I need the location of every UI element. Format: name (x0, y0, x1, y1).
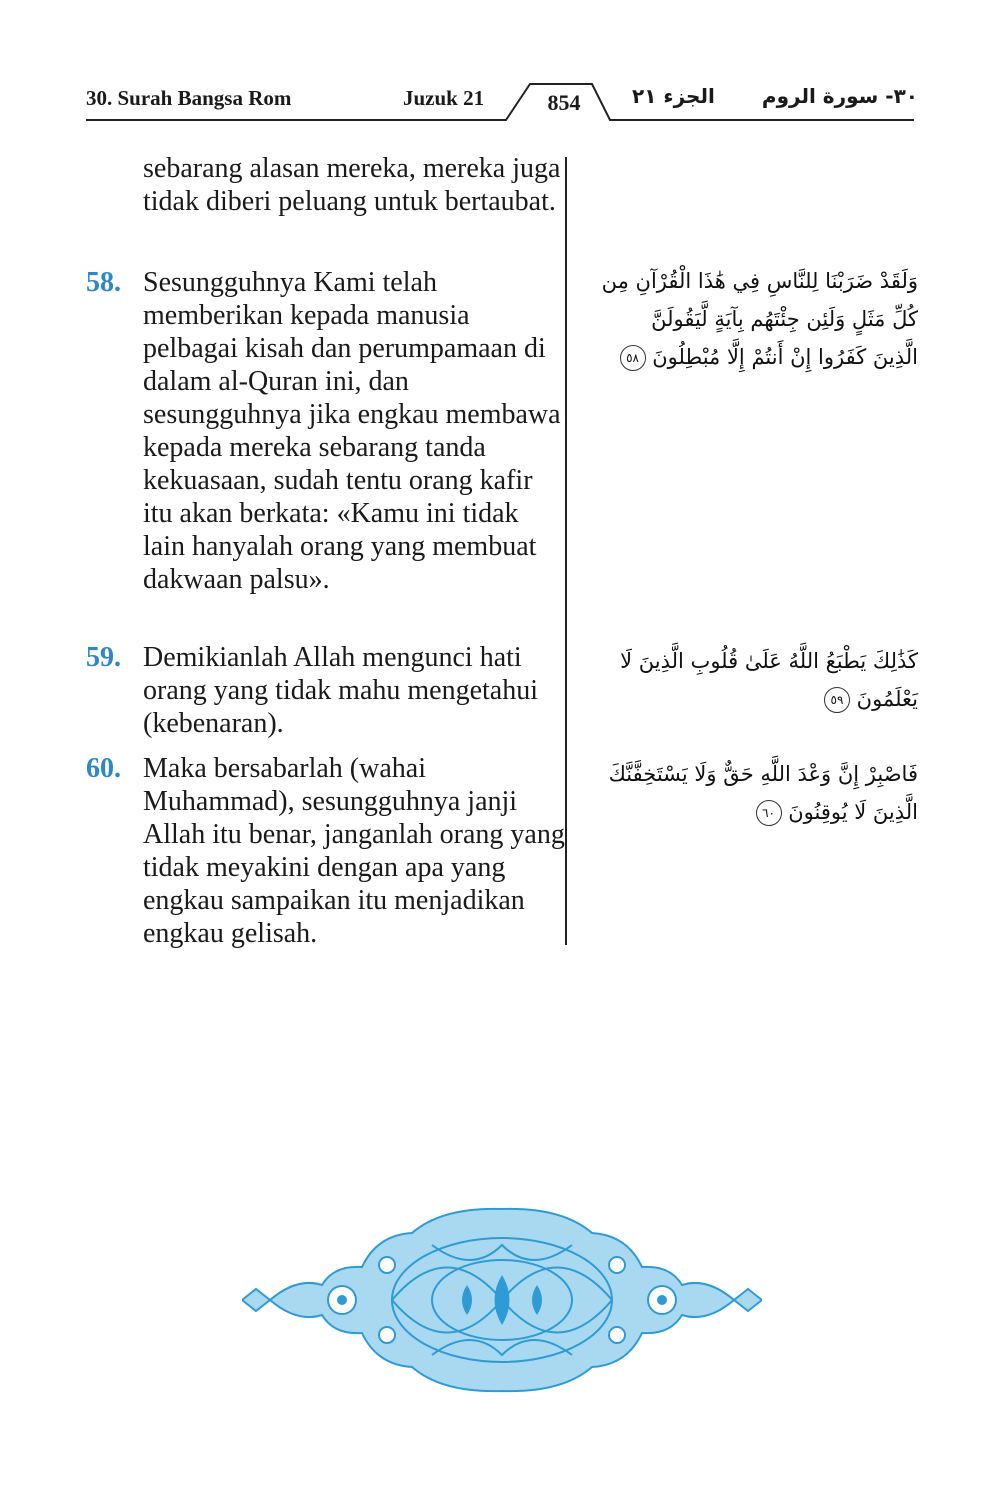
translation-text: Sesungguhnya Kami telah memberikan kepada manusia pelbagai kisah dan perumpamaan di dalam al-Quran ini, dan sesungguhnya jika engkau membawa kepada mereka sebarang tanda kekuasaan, sudah tentu orang kafir itu akan berkata: «Kamu ini tidak lain hanyalah orang yang membuat dakwaan palsu». (143, 267, 561, 595)
juz-label-arabic: الجزء ٢١ (632, 84, 715, 108)
arabic-verse-59 (580, 642, 918, 718)
arabic-verse-60 (580, 755, 918, 831)
verse-number: 60. (86, 753, 121, 784)
translation-text: sebarang alasan mereka, mereka juga tidak diberi peluang untuk bertaubat. (143, 153, 561, 217)
ayah-end-marker: ٥٩ (824, 687, 850, 713)
arabic-line: وَلَقَدْ ضَرَبْنَا لِلنَّاسِ فِي هَٰذَا الْقُرْآنِ مِن (601, 269, 918, 293)
page-number: 854 (547, 90, 581, 115)
translation-verse-59 (86, 641, 566, 740)
arabic-line (580, 642, 918, 718)
arabic-line (580, 338, 918, 376)
decorative-ornament (242, 1205, 762, 1395)
translation-continuation (86, 152, 566, 218)
surah-title-arabic: ٣٠- سورة الروم (761, 84, 918, 108)
header-rule (0, 0, 1000, 130)
surah-title-latin: 30. Surah Bangsa Rom (86, 86, 292, 110)
arabic-verse-58 (580, 262, 918, 376)
arabic-line: كُلِّ مَثَلٍ وَلَئِن جِئْتَهُم بِآيَةٍ لَّيَقُولَنَّ (651, 307, 918, 331)
verse-number: 58. (86, 267, 121, 298)
translation-verse-58 (86, 266, 566, 596)
arabic-line: فَاصْبِرْ إِنَّ وَعْدَ اللَّهِ حَقٌّ وَلَا يَسْتَخِفَّنَّكَ (608, 762, 918, 786)
translation-text: Maka bersabarlah (wahai Muhammad), sesungguhnya janji Allah itu benar, janganlah orang yang tidak meyakini dengan apa yang engkau sampaikan itu menjadikan engkau gelisah. (143, 753, 565, 949)
ayah-end-marker: ٥٨ (620, 345, 646, 371)
arabic-text: الَّذِينَ لَا يُوقِنُونَ (788, 800, 918, 824)
verse-number: 59. (86, 642, 121, 673)
arabic-text: الَّذِينَ كَفَرُوا إِنْ أَنتُمْ إِلَّا مُبْطِلُونَ (652, 345, 918, 369)
juz-label-latin: Juzuk 21 (403, 86, 485, 110)
arabic-text: كَذَٰلِكَ يَطْبَعُ اللَّهُ عَلَىٰ قُلُوبِ الَّذِينَ لَا يَعْلَمُونَ (620, 649, 918, 711)
arabic-line (580, 793, 918, 831)
ayah-end-marker: ٦٠ (756, 800, 782, 826)
translation-text: Demikianlah Allah mengunci hati orang yang tidak mahu mengetahui (kebenaran). (143, 642, 538, 739)
translation-verse-60 (86, 752, 566, 950)
